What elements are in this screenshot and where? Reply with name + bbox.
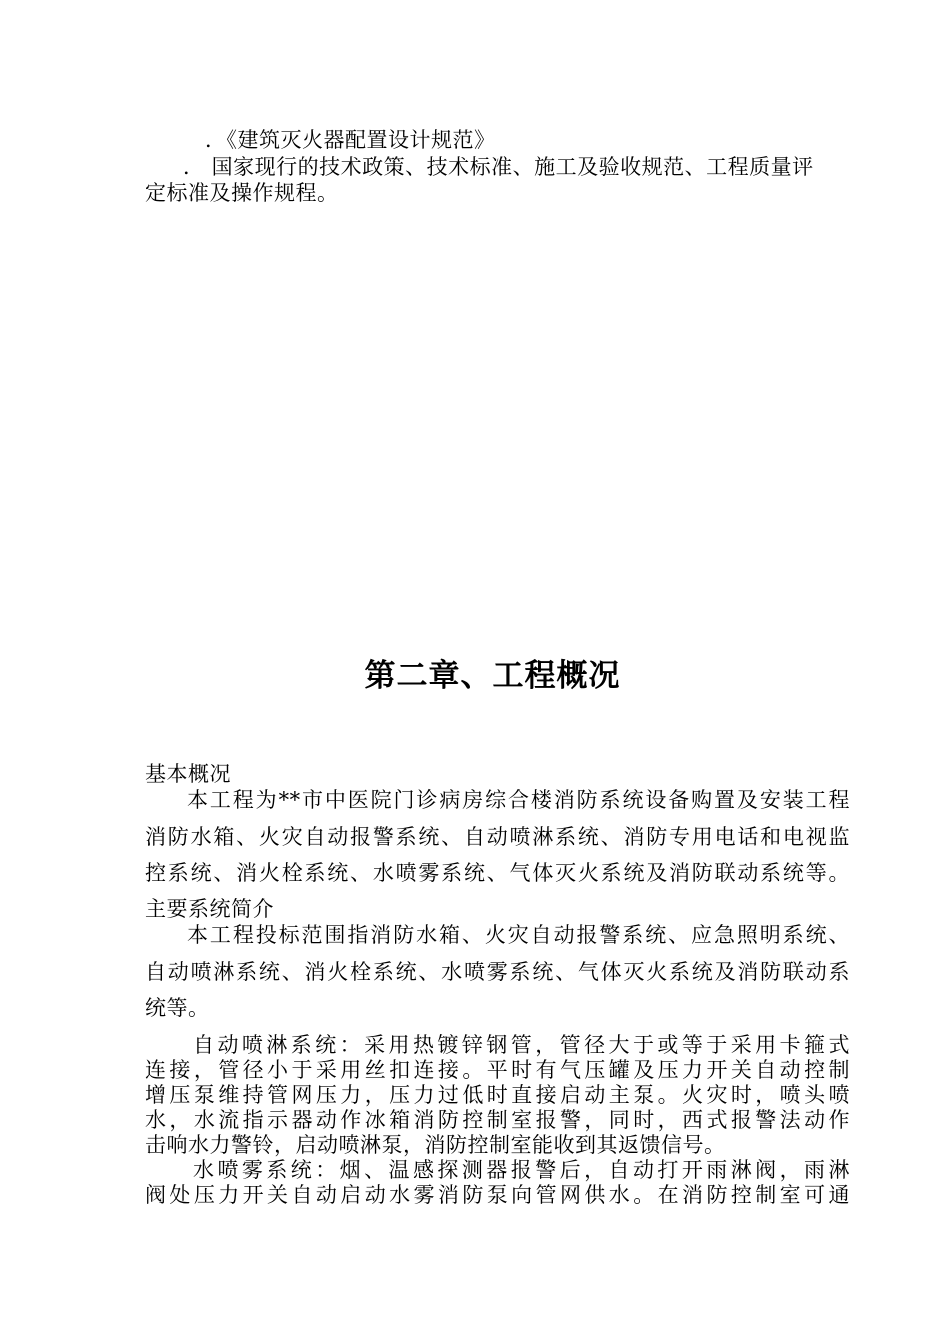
reference-item-1: ．《建筑灭火器配置设计规范》 [205,128,496,152]
systems-paragraph-line-1: 本工程投标范围指消防水箱、火灾自动报警系统、应急照明系统、 [187,923,850,947]
spray-paragraph-line-2: 阀处压力开关自动启动水雾消防泵向管网供水。在消防控制室可通 [145,1183,850,1207]
systems-paragraph-line-3: 统等。 [145,996,210,1020]
overview-paragraph-line-3: 控系统、消火栓系统、水喷雾系统、气体灭火系统及消防联动系统等。 [145,861,850,885]
sprinkler-paragraph-line-4: 水，水流指示器动作冰箱消防控制室报警，同时，西式报警法动作 [145,1108,850,1132]
sprinkler-paragraph-line-1: 自动喷淋系统：采用热镀锌钢管，管径大于或等于采用卡箍式 [193,1033,850,1057]
systems-paragraph-line-2: 自动喷淋系统、消火栓系统、水喷雾系统、气体灭火系统及消防联动系 [145,960,850,984]
sprinkler-paragraph-line-3: 增压泵维持管网压力，压力过低时直接启动主泵。火灾时，喷头喷 [145,1083,850,1107]
overview-paragraph-line-2: 消防水箱、火灾自动报警系统、自动喷淋系统、消防专用电话和电视监 [145,825,850,849]
sprinkler-paragraph-line-2: 连接，管径小于采用丝扣连接。平时有气压罐及压力开关自动控制 [145,1058,850,1082]
section-heading-systems: 主要系统简介 [145,897,274,921]
sprinkler-paragraph-line-5: 击响水力警铃，启动喷淋泵，消防控制室能收到其返馈信号。 [145,1133,726,1157]
overview-paragraph-line-1: 本工程为**市中医院门诊病房综合楼消防系统设备购置及安装工程 [187,788,850,812]
section-heading-overview: 基本概况 [145,762,231,786]
spray-paragraph-line-1: 水喷雾系统：烟、温感探测器报警后，自动打开雨淋阀，雨淋 [193,1158,850,1182]
chapter-title: 第二章、工程概况 [364,658,621,694]
reference-item-2-line-1: ． 国家现行的技术政策、技术标准、施工及验收规范、工程质量评 [183,155,814,179]
reference-item-2-line-2: 定标准及操作规程。 [145,181,339,205]
